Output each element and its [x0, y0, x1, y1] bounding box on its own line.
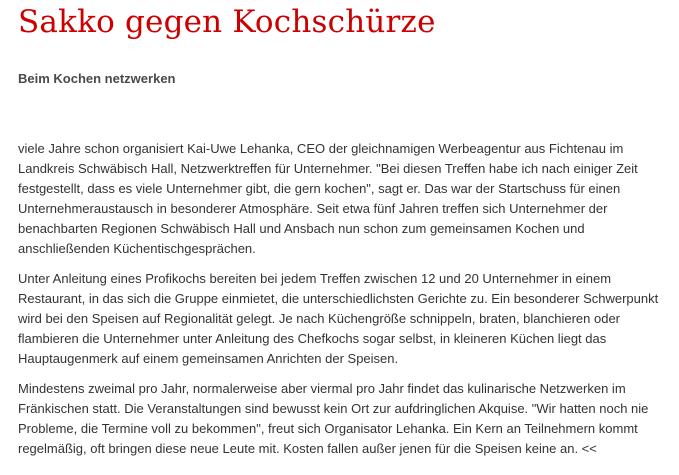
paragraph-line: Fränkischen statt. Die Veranstaltungen sind bewusst kein Ort zur aufdringlichen Akquise. "Wir hatten noch nie [18, 401, 649, 416]
article-title: Sakko gegen Kochschürze [18, 4, 436, 40]
paragraph-line: regelmäßig, oft bringen diese neue Leute mit. Kosten fallen außer jenen für die Speisen keine an. << [18, 441, 597, 456]
paragraph-line: wird bei den Speisen auf Regionalität gelegt. Je nach Küchengröße schnippeln, braten, blanchieren oder [18, 311, 621, 326]
paragraph-line: flambieren die Unternehmer unter Anleitung des Chefkochs sogar selbst, in kleineren Küchen liegt das [18, 331, 607, 346]
article-paragraph [18, 269, 673, 369]
paragraph-line: benachbarten Regionen Schwäbisch Hall und Ansbach nun schon zum gemeinsamen Kochen und [18, 221, 585, 236]
paragraph-line: Mindestens zweimal pro Jahr, normalerweise aber viermal pro Jahr findet das kulinarische Netzwerken im [18, 381, 626, 396]
paragraph-line: Probleme, die Termine voll zu bekommen", freut sich Organisator Lehanka. Ein Kern an Teilnehmern kommt [18, 421, 638, 436]
paragraph-line: anschließenden Küchentischgesprächen. [18, 241, 256, 256]
article-paragraph [18, 139, 673, 259]
article-body [18, 139, 673, 469]
article-subtitle: Beim Kochen netzwerken [18, 71, 176, 86]
paragraph-line: Restaurant, in das sich die Gruppe einmietet, die unterschiedlichsten Gerichte zu. Ein besonderer Schwerpunkt [18, 291, 659, 306]
paragraph-line: Unternehmeraustausch in besonderer Atmosphäre. Seit etwa fünf Jahren treffen sich Unternehmer der [18, 201, 608, 216]
paragraph-line: Landkreis Schwäbisch Hall, Netzwerktreffen für Unternehmer. "Bei diesen Treffen habe ich nach einiger Zeit [18, 161, 638, 176]
paragraph-line: Unter Anleitung eines Profikochs bereiten bei jedem Treffen zwischen 12 und 20 Unternehmer in einem [18, 271, 612, 286]
article-paragraph [18, 379, 673, 459]
paragraph-line: festgestellt, dass es viele Unternehmer gibt, die gern kochen", sagt er. Das war der Startschuss für einen [18, 181, 621, 196]
paragraph-line: viele Jahre schon organisiert Kai-Uwe Lehanka, CEO der gleichnamigen Werbeagentur aus Fichtenau im [18, 141, 624, 156]
paragraph-line: Hauptaugenmerk auf einem gemeinsamen Anrichten der Speisen. [18, 351, 399, 366]
